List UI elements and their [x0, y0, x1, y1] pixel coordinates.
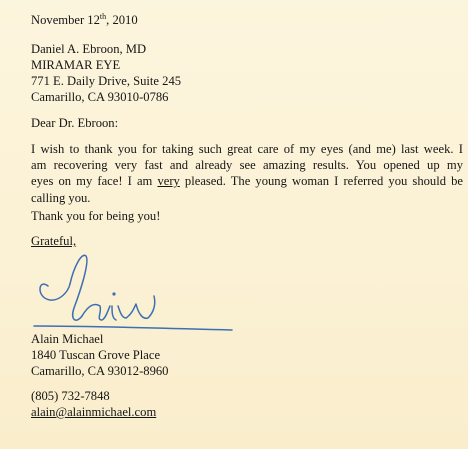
- sender-email-link[interactable]: alain@alainmichael.com: [31, 405, 157, 419]
- sender-phone: (805) 732-7848: [31, 389, 110, 403]
- body-line: [31, 173, 463, 189]
- salutation: Dear Dr. Ebroon:: [31, 116, 119, 130]
- date-main: November 12: [31, 13, 100, 27]
- signature-underline: [34, 326, 232, 330]
- handwritten-signature: [30, 246, 235, 338]
- recipient-address-line2: Camarillo, CA 93010-0786: [31, 90, 169, 104]
- body-text: pleased. The young woman I referred you should be: [179, 174, 463, 189]
- sender-address-line2: Camarillo, CA 93012-8960: [31, 364, 169, 378]
- letter-date: [31, 12, 138, 28]
- signature-stroke: [118, 296, 155, 318]
- thanks-line: Thank you for being you!: [31, 209, 161, 223]
- date-year: , 2010: [106, 13, 138, 27]
- recipient-practice: MIRAMAR EYE: [31, 58, 121, 72]
- body-line: am recovering very fast and already see amazing results. You opened up my: [31, 158, 463, 173]
- signature-stroke: [82, 304, 110, 320]
- sender-name: Alain Michael: [31, 332, 104, 346]
- body-line: calling you.: [31, 190, 91, 205]
- date-ordinal: th: [99, 12, 107, 21]
- signature-stroke: [112, 306, 116, 320]
- emphasis-text: very: [157, 174, 180, 189]
- body-line: I wish to thank you for taking such great care of my eyes (and me) last week. I: [31, 142, 463, 156]
- signature-stroke: [70, 255, 87, 320]
- closing: Grateful,: [31, 234, 77, 248]
- signature-dot: [112, 292, 115, 295]
- sender-address-line1: 1840 Tuscan Grove Place: [31, 348, 161, 362]
- recipient-name: Daniel A. Ebroon, MD: [31, 42, 147, 56]
- body-text: eyes on my face! I am: [31, 174, 153, 189]
- recipient-address-line1: 771 E. Daily Drive, Suite 245: [31, 74, 182, 88]
- signature-stroke: [40, 284, 70, 300]
- letter-body: [31, 141, 463, 206]
